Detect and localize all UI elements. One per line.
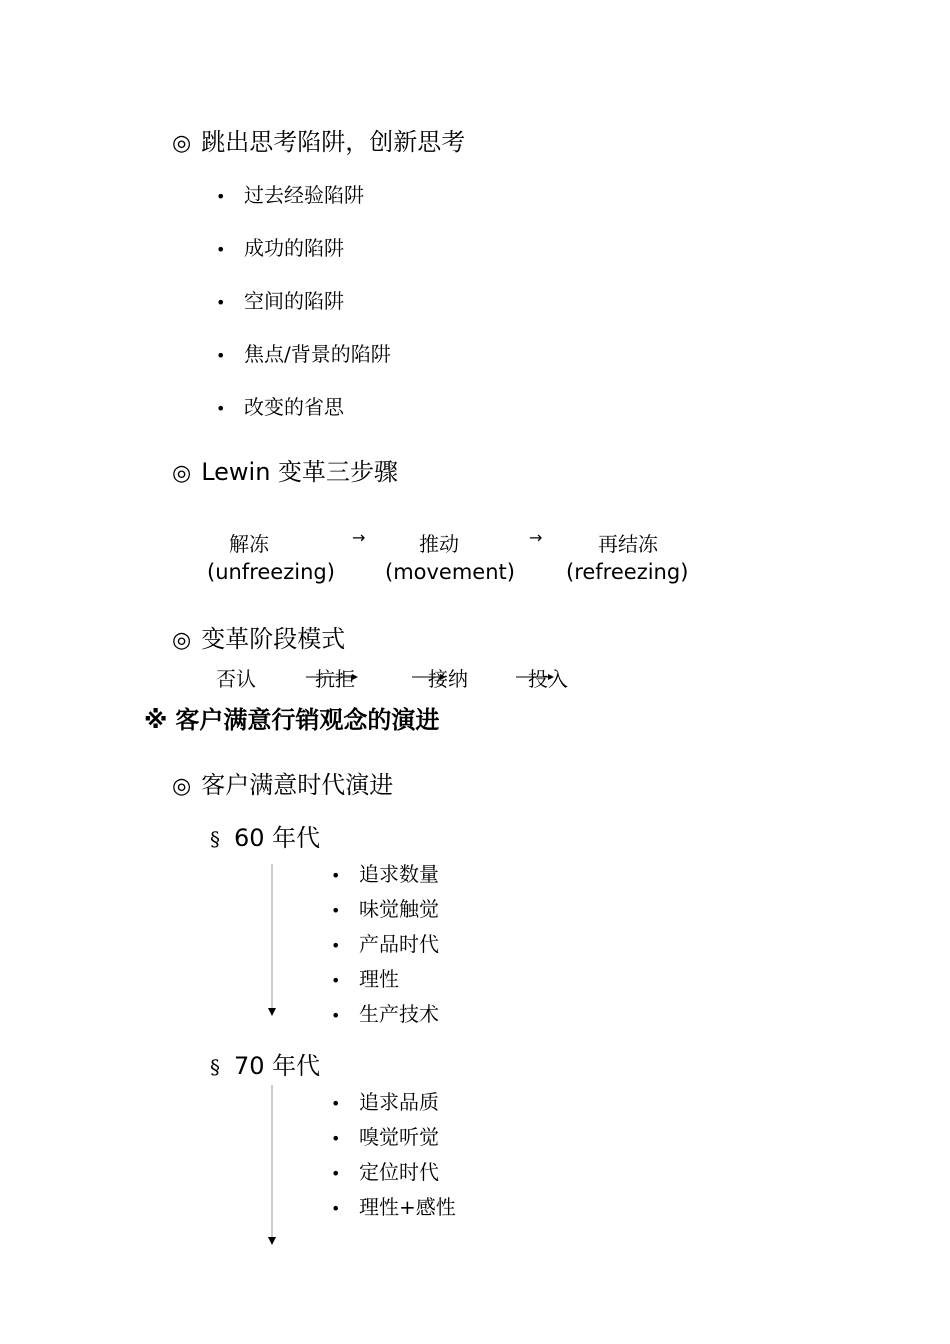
section-stages-title: 变革阶段模式 [201, 625, 346, 653]
section-lewin-heading [172, 452, 398, 487]
section-era-heading [172, 765, 393, 800]
stage-label: 投入 [528, 667, 568, 691]
list-item: • 空间的陷阱 [216, 289, 344, 313]
lewin-step-cn: 再结冻 [598, 532, 658, 556]
bullet-icon: • [331, 901, 341, 920]
list-item: • 理性+感性 [331, 1195, 456, 1219]
bullet-icon: • [331, 1129, 341, 1148]
list-item: • 追求品质 [331, 1090, 439, 1114]
list-item: • 成功的陷阱 [216, 236, 344, 260]
bullet-icon: • [216, 240, 226, 259]
bullet-icon: • [331, 866, 341, 885]
lewin-step-en: (unfreezing) [207, 560, 335, 584]
arrow-down-icon [268, 1237, 276, 1245]
arrow-down-icon [268, 1008, 276, 1016]
section-stages-heading [172, 619, 345, 654]
bullet-icon: • [331, 936, 341, 955]
lewin-step-cn: 推动 [419, 532, 459, 556]
lewin-step-en: (refreezing) [566, 560, 689, 584]
lewin-step-en: (movement) [385, 560, 515, 584]
double-circle-icon: ◎ [172, 774, 192, 799]
list-item: • 追求数量 [331, 862, 439, 886]
bullet-icon: • [216, 399, 226, 418]
bullet-icon: • [331, 1094, 341, 1113]
lewin-step-cn: 解冻 [229, 532, 269, 556]
period-heading: § 60 年代 [210, 824, 321, 852]
double-circle-icon: ◎ [172, 131, 192, 156]
stage-label: 抗拒 [315, 667, 355, 691]
bullet-icon: • [331, 1199, 341, 1218]
bullet-icon: • [331, 971, 341, 990]
bullet-icon: • [216, 293, 226, 312]
section-traps-heading [172, 122, 465, 157]
main-heading-title: 客户满意行销观念的演进 [175, 706, 440, 734]
list-item: • 焦点/背景的陷阱 [216, 342, 391, 366]
section-sign-icon: § [210, 827, 220, 851]
list-item: • 嗅觉听觉 [331, 1125, 439, 1149]
double-circle-icon: ◎ [172, 461, 192, 486]
period-heading: § 70 年代 [210, 1052, 321, 1080]
list-item: • 定位时代 [331, 1160, 439, 1184]
reference-mark-icon: ※ [144, 706, 168, 734]
list-item: • 味觉触觉 [331, 897, 439, 921]
stage-label: 接纳 [428, 667, 468, 691]
section-lewin-title: Lewin 变革三步骤 [201, 458, 399, 486]
main-heading [144, 700, 439, 735]
bullet-icon: • [216, 346, 226, 365]
stage-label: 否认 [216, 667, 256, 691]
section-traps-title: 跳出思考陷阱，创新思考 [201, 128, 466, 156]
period-timeline-arrow [266, 864, 280, 1020]
arrow-right-icon: → [352, 528, 366, 547]
bullet-icon: • [331, 1164, 341, 1183]
list-item: • 理性 [331, 967, 399, 991]
list-item: • 产品时代 [331, 932, 439, 956]
arrow-right-icon: → [529, 528, 543, 547]
bullet-icon: • [331, 1006, 341, 1025]
period-timeline-arrow [266, 1085, 280, 1249]
bullet-icon: • [216, 187, 226, 206]
section-era-title: 客户满意时代演进 [201, 771, 394, 799]
list-item: • 过去经验陷阱 [216, 183, 364, 207]
list-item: • 改变的省思 [216, 395, 344, 419]
list-item: • 生产技术 [331, 1002, 439, 1026]
double-circle-icon: ◎ [172, 628, 192, 653]
section-sign-icon: § [210, 1055, 220, 1079]
